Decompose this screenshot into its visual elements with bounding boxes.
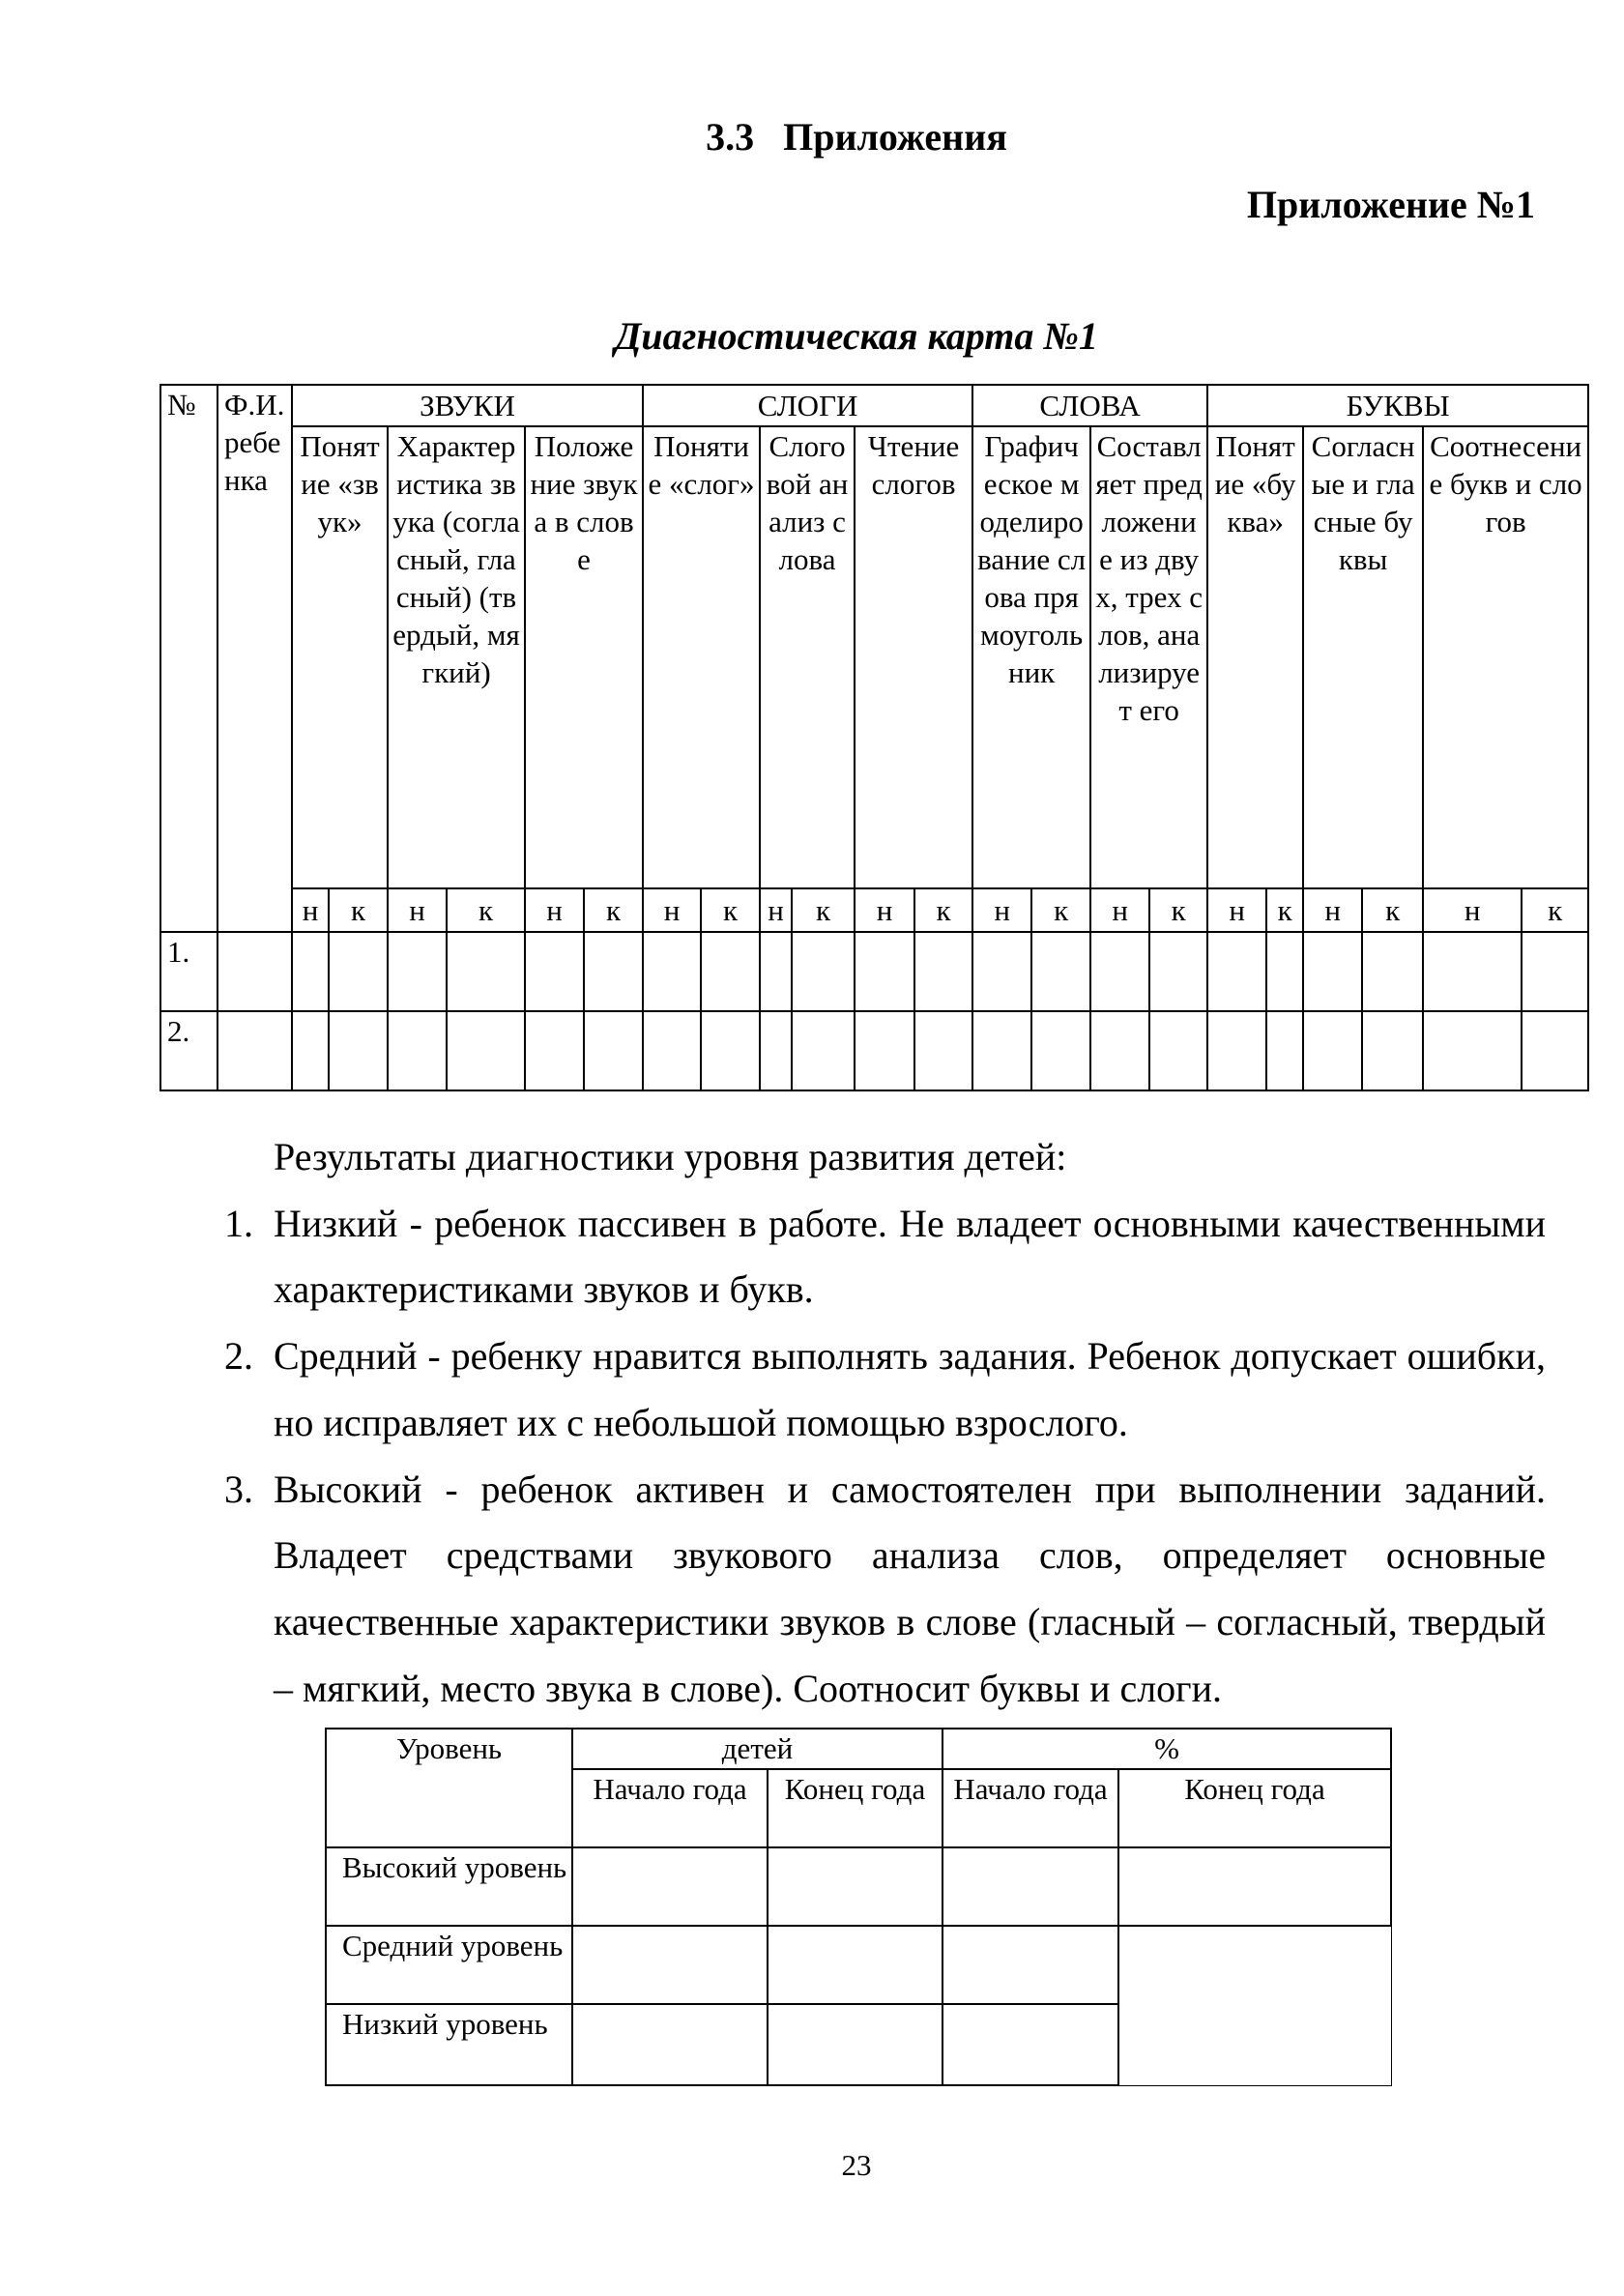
table-cell — [855, 1011, 914, 1090]
header-children-end: Конец года — [768, 1769, 942, 1847]
header-start: н — [972, 888, 1031, 932]
table-cell — [942, 1926, 1118, 2004]
header-end: к — [792, 888, 855, 932]
table-cell — [1266, 1011, 1303, 1090]
table-cell — [584, 932, 643, 1011]
table-cell — [292, 1011, 329, 1090]
header-row-groups — [160, 385, 1588, 426]
table-cell — [572, 1847, 768, 1926]
list-number: 2. — [224, 1334, 253, 1379]
header-criterion: Слоговой анализ слова — [760, 426, 855, 888]
header-percent-end: Конец года — [1118, 1769, 1391, 1847]
table-cell — [1031, 932, 1090, 1011]
table-cell — [329, 1011, 388, 1090]
table-cell — [572, 1926, 768, 2004]
header-end: к — [1522, 888, 1588, 932]
table-cell — [584, 1011, 643, 1090]
table-cell — [972, 932, 1031, 1011]
header-start: н — [1207, 888, 1266, 932]
results-intro: Результаты диагностики уровня развития детей: — [274, 1135, 1067, 1178]
header-start: н — [525, 888, 584, 932]
table-cell — [447, 932, 525, 1011]
header-criterion: Характеристика звука (согласный, гласный) (твердый, мягкий) — [388, 426, 525, 888]
table-cell — [1207, 932, 1266, 1011]
header-child-name: Ф.И.ребенка — [218, 385, 292, 932]
table-cell — [792, 1011, 855, 1090]
row-label-low: Низкий уровень — [326, 2004, 572, 2085]
header-group: СЛОВА — [972, 385, 1207, 426]
header-start: н — [1303, 888, 1362, 932]
table-cell — [218, 932, 292, 1011]
diagnostic-card-table — [160, 384, 1589, 1091]
row-number-cell — [160, 1011, 218, 1090]
header-start: н — [1090, 888, 1149, 932]
table-cell — [760, 932, 792, 1011]
table-cell — [942, 1847, 1118, 1926]
header-criterion: Графическое моделирование слова прямоугольник — [972, 426, 1090, 888]
page-number: 23 — [841, 2148, 872, 2182]
table-cell — [388, 932, 447, 1011]
header-criterion: Понятие «слог» — [643, 426, 760, 888]
table-cell — [1362, 1011, 1423, 1090]
table-cell — [768, 1926, 942, 2004]
header-row-criteria — [160, 426, 1588, 888]
table-cell — [855, 932, 914, 1011]
header-group: ЗВУКИ — [292, 385, 643, 426]
table-cell — [1266, 932, 1303, 1011]
table-cell — [942, 2004, 1118, 2085]
table-cell — [1423, 1011, 1522, 1090]
table-cell — [1522, 1011, 1588, 1090]
header-end: к — [914, 888, 972, 932]
table-cell — [914, 1011, 972, 1090]
table-cell — [1303, 932, 1362, 1011]
header-end: к — [584, 888, 643, 932]
header-percent: % — [942, 1729, 1391, 1769]
header-children: детей — [572, 1729, 942, 1769]
table-cell — [1118, 1847, 1391, 1926]
table-cell — [1207, 1011, 1266, 1090]
list-item-medium — [224, 1323, 1546, 1456]
list-text: Высокий - ребенок активен и самостоятелен при выполнении заданий. Владеет средствами звукового анализа слов, определяет основные качественные характеристики звуков в слове (гласный – согласный, твердый – мягкий, место звука в слове). Соотносит буквы и слоги. — [274, 1467, 1546, 1710]
header-criterion: Понятие «звук» — [292, 426, 388, 888]
list-number: 1. — [224, 1201, 253, 1245]
table-cell — [329, 932, 388, 1011]
table-cell-merged — [1118, 1926, 1391, 2085]
header-group: БУКВЫ — [1207, 385, 1588, 426]
header-criterion: Понятие «буква» — [1207, 426, 1303, 888]
table-cell — [1090, 932, 1149, 1011]
table-cell — [1303, 1011, 1362, 1090]
header-level: Уровень — [326, 1729, 572, 1847]
header-criterion: Чтение слогов — [855, 426, 972, 888]
header-start: н — [388, 888, 447, 932]
table-cell — [1149, 932, 1207, 1011]
appendix-label: Приложение №1 — [1246, 183, 1535, 226]
header-end: к — [1031, 888, 1090, 932]
row-number-cell — [160, 932, 218, 1011]
row-label-medium: Средний уровень — [326, 1926, 572, 2004]
header-start: н — [855, 888, 914, 932]
header-criterion: Согласные и гласные буквы — [1303, 426, 1423, 888]
table-cell — [1522, 932, 1588, 1011]
table-cell — [388, 1011, 447, 1090]
header-start: н — [643, 888, 701, 932]
header-end: к — [1266, 888, 1303, 932]
header-criterion: Составляет предложение из двух, трех слов, анализирует его — [1090, 426, 1207, 888]
table-cell — [701, 1011, 760, 1090]
list-text: Низкий - ребенок пассивен в работе. Не владеет основными качественными характеристиками звуков и букв. — [274, 1201, 1546, 1312]
row-number: 2. — [167, 1014, 190, 1048]
table-cell — [447, 1011, 525, 1090]
table-cell — [1090, 1011, 1149, 1090]
table-cell — [643, 932, 701, 1011]
list-item-low — [224, 1191, 1546, 1323]
header-start: н — [760, 888, 792, 932]
header-end: к — [329, 888, 388, 932]
table-cell — [643, 1011, 701, 1090]
header-start: н — [292, 888, 329, 932]
table-cell — [760, 1011, 792, 1090]
table-cell — [292, 932, 329, 1011]
header-start: н — [1423, 888, 1522, 932]
card-title: Диагностическая карта №1 — [615, 314, 1098, 358]
table-cell — [1031, 1011, 1090, 1090]
table-cell — [914, 932, 972, 1011]
header-end: к — [701, 888, 760, 932]
header-children-start: Начало года — [572, 1769, 768, 1847]
table-row — [160, 932, 1588, 1011]
header-end: к — [1362, 888, 1423, 932]
results-list — [224, 1191, 1546, 1723]
header-end: к — [447, 888, 525, 932]
level-table — [325, 1728, 1392, 2086]
header-criterion: Положение звука в слове — [525, 426, 643, 888]
table-cell — [525, 1011, 584, 1090]
table-cell — [1423, 932, 1522, 1011]
list-item-high — [224, 1457, 1546, 1723]
table-row — [160, 1011, 1588, 1090]
header-group: СЛОГИ — [643, 385, 972, 426]
table-cell — [525, 932, 584, 1011]
header-number: № — [160, 385, 218, 932]
list-number: 3. — [224, 1467, 253, 1511]
row-label-high: Высокий уровень — [326, 1847, 572, 1926]
results-section — [224, 1124, 1546, 1722]
list-text: Средний - ребенку нравится выполнять задания. Ребенок допускает ошибки, но исправляет их с небольшой помощью взрослого. — [274, 1334, 1546, 1444]
table-cell — [972, 1011, 1031, 1090]
table-cell — [768, 2004, 942, 2085]
section-title: 3.3 Приложения — [706, 115, 1007, 159]
table-cell — [1149, 1011, 1207, 1090]
header-percent-start: Начало года — [942, 1769, 1118, 1847]
table-cell — [768, 1847, 942, 1926]
table-cell — [1362, 932, 1423, 1011]
table-cell — [792, 932, 855, 1011]
table-cell — [218, 1011, 292, 1090]
header-row-start-end — [160, 888, 1588, 932]
table-cell — [701, 932, 760, 1011]
table-cell — [572, 2004, 768, 2085]
row-number: 1. — [167, 935, 190, 969]
header-criterion: Соотнесение букв и слогов — [1423, 426, 1588, 888]
header-end: к — [1149, 888, 1207, 932]
